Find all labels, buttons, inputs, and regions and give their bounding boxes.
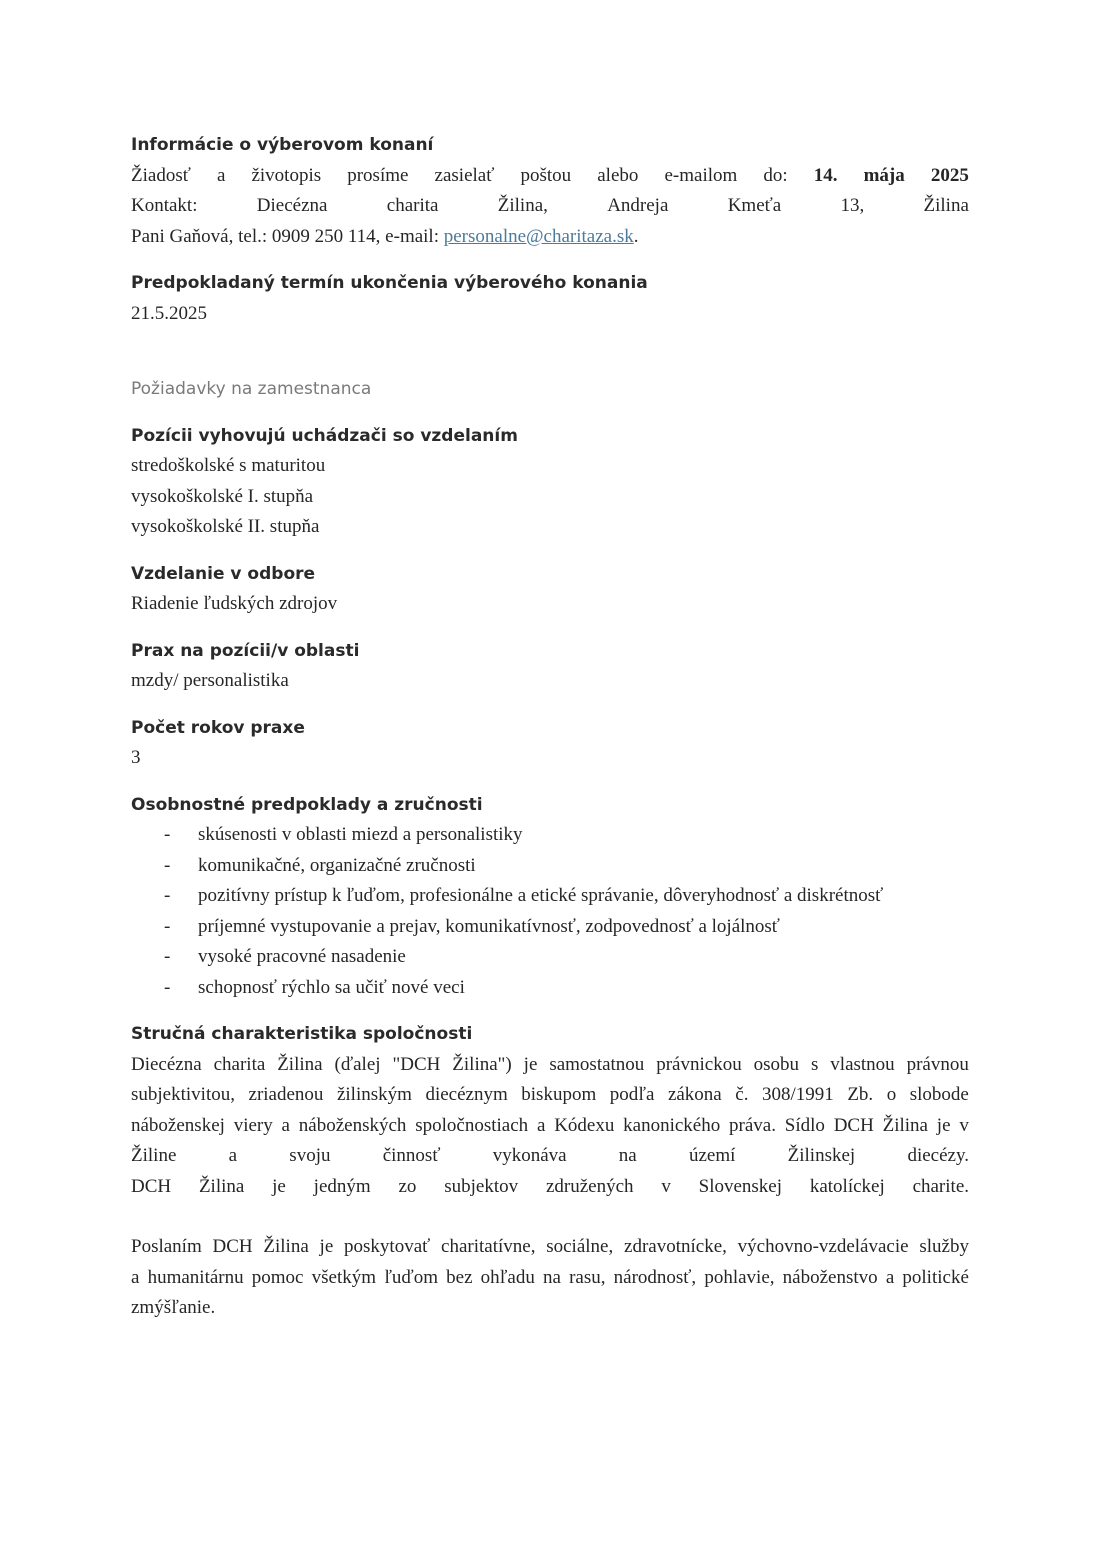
- word: právnickou: [656, 1053, 742, 1075]
- word: poskytovať: [344, 1236, 431, 1257]
- practice-value: mzdy/ personalistika: [131, 670, 289, 691]
- years-value: 3: [131, 747, 141, 768]
- word: osobu: [753, 1053, 800, 1075]
- word: je: [523, 1053, 538, 1075]
- word: 13,: [840, 195, 865, 216]
- word: humanitárnu: [147, 1266, 244, 1288]
- word: pohlavie,: [704, 1266, 775, 1288]
- paragraph-line-last: zmýšľanie.: [131, 1297, 216, 1318]
- word: Andreja: [607, 195, 669, 216]
- skills-list: [131, 820, 969, 1003]
- word: diecéznym: [425, 1084, 508, 1105]
- word: je: [272, 1175, 286, 1197]
- word: území: [688, 1145, 736, 1166]
- end-term-heading: Predpokladaný termín ukončenia výberového konania: [131, 273, 648, 293]
- word: Kódexu: [554, 1114, 615, 1136]
- word: kanonického: [623, 1114, 721, 1136]
- word: žilinským: [336, 1084, 412, 1105]
- word: prosíme: [347, 164, 409, 186]
- education-item: vysokoškolské I. stupňa: [131, 485, 314, 507]
- word: slobode: [909, 1084, 969, 1105]
- list-item: [131, 942, 969, 973]
- list-item: [131, 881, 969, 912]
- word: Žilina,: [497, 195, 548, 216]
- word: Žiline: [131, 1145, 177, 1166]
- paragraph-line: [131, 1232, 969, 1263]
- info-line-2: [131, 191, 969, 222]
- paragraph-line: [131, 1050, 969, 1081]
- info-heading: Informácie o výberovom konaní: [131, 135, 434, 155]
- word: podľa: [609, 1084, 655, 1105]
- education-item: vysokoškolské II. stupňa: [131, 516, 320, 537]
- paragraph-line: [131, 1111, 969, 1142]
- word: do:: [763, 164, 788, 186]
- list-item: [131, 851, 969, 882]
- paragraph-line: [131, 1263, 969, 1294]
- bullet-dash: -: [164, 915, 171, 937]
- deadline-month: mája: [863, 164, 905, 186]
- word: Žilina: [263, 1236, 309, 1257]
- bullet-dash: -: [164, 976, 171, 998]
- deadline-year: 2025: [930, 164, 969, 186]
- word: politické: [902, 1266, 969, 1288]
- list-item: [131, 820, 969, 851]
- word: ľuďom: [384, 1266, 438, 1288]
- word: Slovenskej: [698, 1175, 783, 1197]
- word: e-mailom: [664, 164, 738, 186]
- skill-text: príjemné vystupovanie a prejav, komunikatívnosť, zodpovednosť a lojálnosť: [198, 915, 780, 937]
- word: Sídlo: [784, 1114, 825, 1136]
- word: služby: [919, 1236, 969, 1257]
- word: činnosť: [382, 1145, 441, 1166]
- word: samostatnou: [549, 1053, 645, 1075]
- word: subjektov: [444, 1175, 519, 1197]
- word: 308/1991: [762, 1084, 834, 1105]
- word: je: [319, 1236, 334, 1257]
- contact-suffix: .: [633, 225, 639, 247]
- field-value: Riadenie ľudských zdrojov: [131, 593, 338, 614]
- company-paragraph-1: [131, 1050, 969, 1203]
- word: DCH: [833, 1114, 874, 1136]
- word: zákona: [667, 1084, 722, 1105]
- word: národnosť,: [613, 1266, 697, 1288]
- word: v: [959, 1114, 969, 1136]
- word: na: [542, 1266, 561, 1288]
- word: všetkým: [311, 1266, 377, 1288]
- word: katolíckej: [809, 1175, 885, 1197]
- word: DCH: [212, 1236, 253, 1257]
- skill-text: vysoké pracovné nasadenie: [198, 946, 406, 967]
- end-term-value: 21.5.2025: [131, 302, 207, 324]
- word: viery: [233, 1114, 273, 1136]
- paragraph-line: [131, 1172, 969, 1203]
- word: spoločnostiach: [415, 1114, 529, 1136]
- education-heading: Pozícii vyhovujú uchádzači so vzdelaním: [131, 425, 518, 446]
- word: Žilina"): [452, 1053, 512, 1075]
- word: Žilina: [882, 1114, 928, 1136]
- contact-text: Pani Gaňová, tel.: 0909 250 114, e-mail:: [131, 225, 444, 247]
- info-line-3: [131, 222, 969, 253]
- word: Zb.: [847, 1084, 874, 1105]
- word: poštou: [520, 164, 572, 186]
- word: združených: [545, 1175, 634, 1197]
- word: biskupom: [521, 1084, 597, 1105]
- field-heading: Vzdelanie v odbore: [131, 563, 316, 584]
- word: Žiadosť: [131, 164, 191, 186]
- list-item: [131, 973, 969, 1004]
- word: zo: [398, 1175, 417, 1197]
- word: č.: [735, 1084, 749, 1105]
- document-page: [131, 130, 969, 1324]
- word: DCH: [131, 1175, 172, 1197]
- word: charita: [386, 195, 439, 216]
- word: s: [810, 1053, 819, 1075]
- paragraph-line: [131, 1080, 969, 1111]
- word: a: [131, 1266, 140, 1288]
- word: Diecézna: [131, 1053, 202, 1075]
- word: Žilinskej: [787, 1145, 856, 1166]
- word: a: [216, 164, 226, 186]
- word: náboženskej: [131, 1114, 225, 1136]
- word: vykonáva: [492, 1145, 567, 1166]
- email-link[interactable]: personalne@charitaza.sk: [443, 225, 634, 247]
- info-line-1: [131, 161, 969, 192]
- word: Žilina: [277, 1053, 323, 1075]
- word: a: [536, 1114, 546, 1136]
- skill-text: komunikačné, organizačné zručnosti: [198, 854, 476, 876]
- word: náboženských: [298, 1114, 407, 1136]
- word: vlastnou: [830, 1053, 895, 1075]
- requirements-title: Požiadavky na zamestnanca: [131, 379, 372, 399]
- word: charita: [213, 1053, 266, 1075]
- word: životopis: [251, 164, 322, 186]
- word: bez: [446, 1266, 473, 1288]
- bullet-dash: -: [164, 824, 171, 845]
- word: pomoc: [251, 1266, 304, 1288]
- deadline-day: 14.: [813, 164, 838, 186]
- company-paragraph-2: [131, 1232, 969, 1324]
- word: zdravotnícke,: [624, 1236, 727, 1257]
- word: a: [228, 1145, 238, 1166]
- word: a: [885, 1266, 895, 1288]
- word: Kmeťa: [727, 195, 782, 216]
- paragraph-line: [131, 1141, 969, 1172]
- word: zriadenou: [248, 1084, 324, 1105]
- word: ohľadu: [480, 1266, 535, 1288]
- word: náboženstvo: [782, 1266, 878, 1288]
- word: charite.: [912, 1175, 969, 1197]
- word: výchovno-vzdelávacie: [737, 1236, 909, 1257]
- word: Diecézna: [256, 195, 328, 216]
- word: Kontakt:: [131, 195, 198, 216]
- word: alebo: [597, 164, 639, 186]
- bullet-dash: -: [164, 946, 171, 967]
- bullet-dash: -: [164, 854, 171, 876]
- list-item: [131, 912, 969, 943]
- word: je: [936, 1114, 951, 1136]
- skill-text: schopnosť rýchlo sa učiť nové veci: [198, 976, 465, 998]
- word: Žilina: [923, 195, 969, 216]
- skill-text: pozitívny prístup k ľuďom, profesionálne a etické správanie, dôveryhodnosť a diskrétnosť: [198, 885, 884, 906]
- practice-heading: Prax na pozícii/v oblasti: [131, 640, 360, 661]
- education-item: stredoškolské s maturitou: [131, 455, 326, 476]
- skill-text: skúsenosti v oblasti miezd a personalistiky: [198, 824, 523, 845]
- word: zasielať: [434, 164, 495, 186]
- word: Poslaním: [131, 1236, 202, 1257]
- skills-heading: Osobnostné predpoklady a zručnosti: [131, 794, 483, 815]
- years-heading: Počet rokov praxe: [131, 717, 305, 738]
- word: Žilina: [198, 1175, 245, 1197]
- word: "DCH: [392, 1053, 441, 1075]
- word: svoju: [289, 1145, 331, 1166]
- word: na: [618, 1145, 637, 1166]
- bullet-dash: -: [164, 885, 171, 906]
- word: charitatívne,: [441, 1236, 536, 1257]
- word: a: [281, 1114, 290, 1136]
- word: o: [886, 1084, 897, 1105]
- word: práva.: [729, 1114, 776, 1136]
- word: právnou: [906, 1053, 969, 1075]
- word: diecézy.: [907, 1145, 969, 1166]
- word: subjektivitou,: [131, 1084, 235, 1105]
- word: v: [661, 1175, 671, 1197]
- company-heading: Stručná charakteristika spoločnosti: [131, 1024, 473, 1044]
- word: (ďalej: [334, 1053, 381, 1075]
- word: rasu,: [569, 1266, 606, 1288]
- word: sociálne,: [546, 1236, 614, 1257]
- word: jedným: [313, 1175, 371, 1197]
